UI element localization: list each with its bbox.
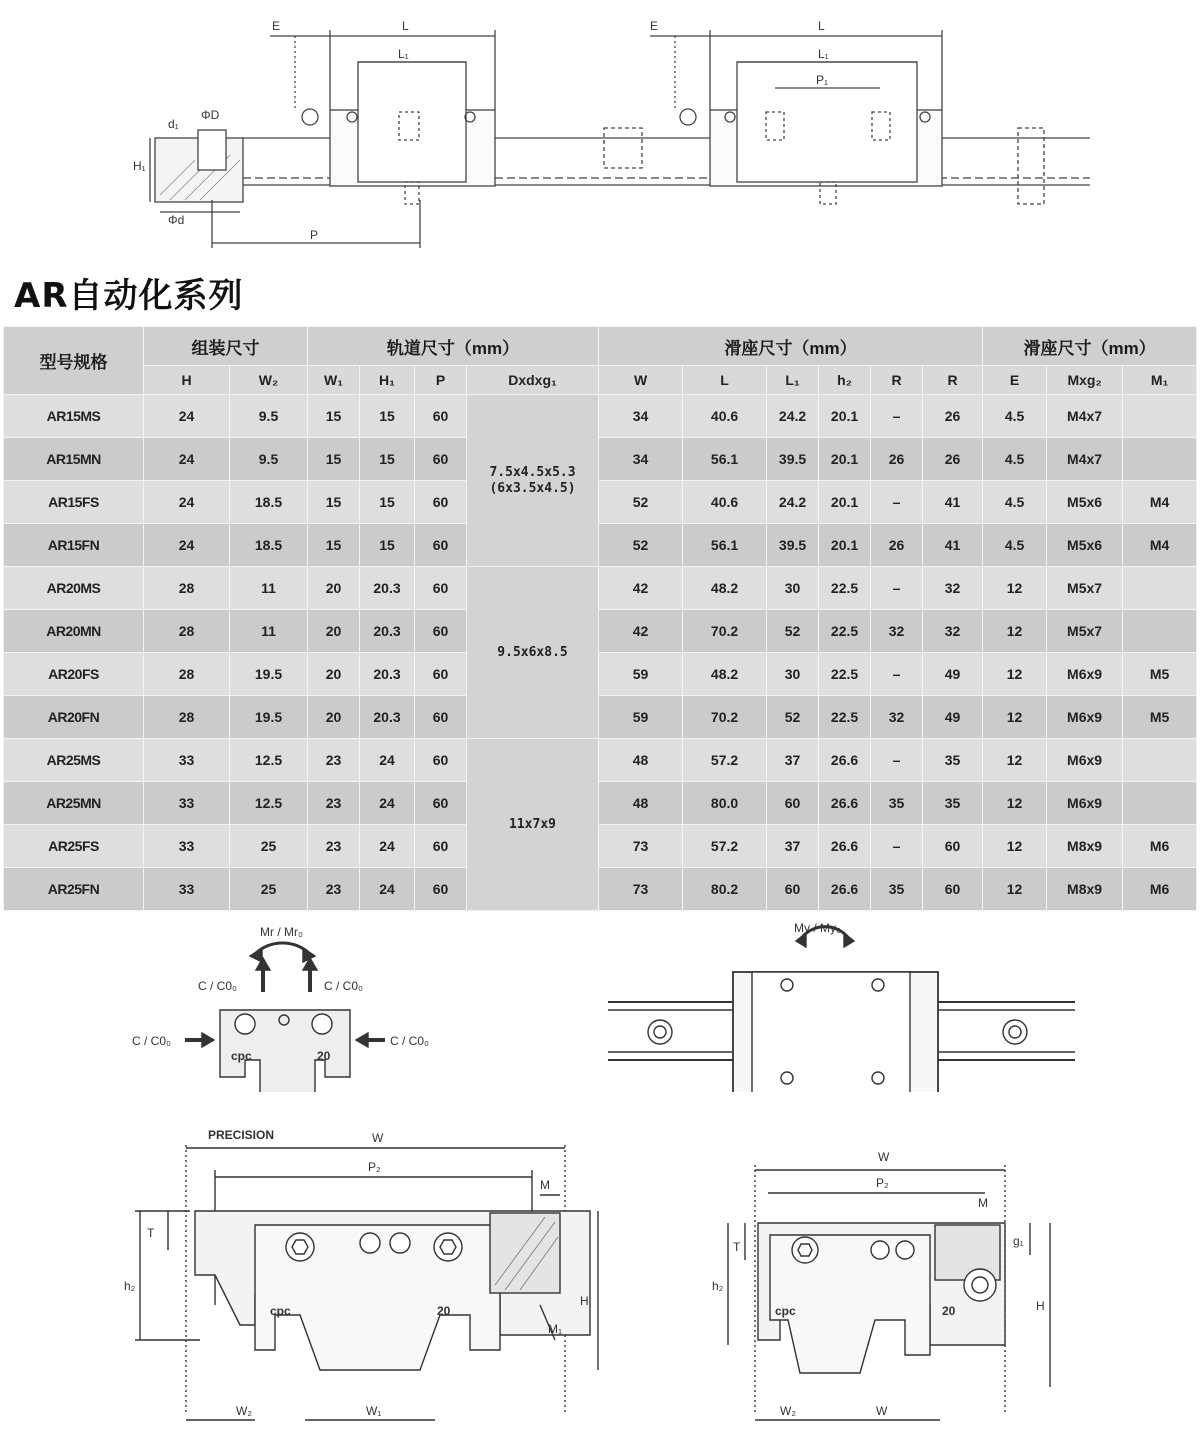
- table-row: [4, 825, 1197, 868]
- cell-M1: M4: [1123, 481, 1197, 524]
- table-group-header-row: [4, 327, 1197, 366]
- table-column-header-row: [4, 366, 1197, 395]
- cell-rail-dims: 9.5x6x8.5: [467, 567, 599, 739]
- cell-L1: 30: [767, 567, 819, 610]
- cell-R: –: [871, 653, 923, 696]
- cell-W: 59: [599, 696, 683, 739]
- cell-R: –: [871, 481, 923, 524]
- cell-P: 60: [415, 438, 467, 481]
- br-H: H: [1036, 1299, 1045, 1313]
- cell-W1: 20: [308, 567, 360, 610]
- cell-H1: 24: [360, 868, 415, 911]
- header-slider: 滑座尺寸（mm）: [599, 327, 983, 366]
- br-g1: g₁: [1013, 1234, 1024, 1248]
- cell-B: 49: [923, 696, 983, 739]
- table-row: [4, 868, 1197, 911]
- cell-E: 4.5: [983, 438, 1047, 481]
- dim-D: ΦD: [201, 108, 220, 122]
- cell-P: 60: [415, 610, 467, 653]
- cell-P: 60: [415, 567, 467, 610]
- cell-L1: 39.5: [767, 524, 819, 567]
- cell-E: 12: [983, 868, 1047, 911]
- cross-section-drawings: [0, 1125, 1200, 1425]
- table-row: [4, 610, 1197, 653]
- cell-Mxg2: M5x7: [1047, 610, 1123, 653]
- cell-L1: 37: [767, 825, 819, 868]
- cell-W: 42: [599, 610, 683, 653]
- cell-Mxg2: M5x6: [1047, 524, 1123, 567]
- cell-R: –: [871, 567, 923, 610]
- load-c-left-side: C / C0₀: [132, 1034, 171, 1048]
- cell-W: 52: [599, 481, 683, 524]
- table-row: [4, 782, 1197, 825]
- cell-L: 70.2: [683, 696, 767, 739]
- cell-W: 73: [599, 825, 683, 868]
- cell-L1: 52: [767, 696, 819, 739]
- cell-E: 12: [983, 610, 1047, 653]
- cell-model: AR15FS: [4, 481, 144, 524]
- cell-M1: [1123, 782, 1197, 825]
- cell-H: 28: [144, 696, 230, 739]
- table-row: [4, 481, 1197, 524]
- load-size-mark: 20: [317, 1049, 331, 1063]
- cell-L: 56.1: [683, 438, 767, 481]
- br-size-mark: 20: [942, 1304, 956, 1318]
- cell-M1: [1123, 739, 1197, 782]
- cell-H: 33: [144, 782, 230, 825]
- cell-R: 32: [871, 696, 923, 739]
- cell-H1: 24: [360, 825, 415, 868]
- bl-size-mark: 20: [437, 1304, 451, 1318]
- dim-E-2: E: [650, 19, 659, 33]
- cell-L: 57.2: [683, 825, 767, 868]
- bl-W1: W₁: [366, 1404, 382, 1418]
- cell-M1: M6: [1123, 825, 1197, 868]
- cell-H1: 15: [360, 438, 415, 481]
- cell-B: 35: [923, 782, 983, 825]
- load-moment-r: Mr / Mr₀: [260, 925, 303, 939]
- table-row: [4, 438, 1197, 481]
- cell-L1: 24.2: [767, 481, 819, 524]
- col-L1: L₁: [767, 366, 819, 395]
- load-c-right-side: C / C0₀: [390, 1034, 429, 1048]
- cell-Mxg2: M8x9: [1047, 825, 1123, 868]
- br-W1: W: [876, 1404, 888, 1418]
- dim-L1-1: L₁: [398, 47, 409, 61]
- cell-E: 12: [983, 825, 1047, 868]
- load-logo: cpc: [231, 1049, 252, 1063]
- cell-model: AR25FN: [4, 868, 144, 911]
- cell-h2: 22.5: [819, 653, 871, 696]
- cell-M1: M5: [1123, 696, 1197, 739]
- cell-L1: 60: [767, 782, 819, 825]
- cell-Mxg2: M4x7: [1047, 438, 1123, 481]
- bl-P2: P₂: [368, 1160, 381, 1174]
- header-assembly: 组装尺寸: [144, 327, 308, 366]
- spec-table: [3, 326, 1197, 911]
- bl-h2: h₂: [124, 1279, 136, 1293]
- load-diagrams: [0, 912, 1200, 1092]
- cell-Mxg2: M6x9: [1047, 782, 1123, 825]
- cell-model: AR25MN: [4, 782, 144, 825]
- cell-W2: 25: [230, 868, 308, 911]
- cell-W2: 18.5: [230, 481, 308, 524]
- cell-H: 24: [144, 481, 230, 524]
- cell-W: 48: [599, 782, 683, 825]
- table-row: [4, 739, 1197, 782]
- cell-B: 49: [923, 653, 983, 696]
- col-h2: h₂: [819, 366, 871, 395]
- cell-W: 52: [599, 524, 683, 567]
- col-H: H: [144, 366, 230, 395]
- cell-E: 12: [983, 739, 1047, 782]
- label-precision: PRECISION: [208, 1128, 275, 1142]
- top-rail-drawing: [0, 0, 1200, 262]
- cell-H1: 15: [360, 481, 415, 524]
- dim-P1: P₁: [816, 73, 829, 87]
- cell-R: 26: [871, 438, 923, 481]
- cell-B: 32: [923, 567, 983, 610]
- cell-W2: 25: [230, 825, 308, 868]
- dim-P: P: [310, 228, 319, 242]
- cell-M1: [1123, 395, 1197, 438]
- cell-model: AR25MS: [4, 739, 144, 782]
- cell-rail-dims: 11x7x9: [467, 739, 599, 911]
- cell-H: 28: [144, 653, 230, 696]
- cell-L: 48.2: [683, 653, 767, 696]
- cell-B: 26: [923, 438, 983, 481]
- cell-W1: 20: [308, 696, 360, 739]
- cell-E: 12: [983, 567, 1047, 610]
- cell-L1: 39.5: [767, 438, 819, 481]
- col-W: W: [599, 366, 683, 395]
- cell-M1: M5: [1123, 653, 1197, 696]
- cell-Mxg2: M5x7: [1047, 567, 1123, 610]
- table-row: [4, 696, 1197, 739]
- cell-L: 57.2: [683, 739, 767, 782]
- cell-R: 35: [871, 782, 923, 825]
- cell-H1: 20.3: [360, 696, 415, 739]
- dim-d1: d₁: [168, 117, 179, 131]
- cell-B: 41: [923, 481, 983, 524]
- bl-H: H: [580, 1294, 589, 1308]
- cell-model: AR20MS: [4, 567, 144, 610]
- cell-W: 42: [599, 567, 683, 610]
- cell-M1: M6: [1123, 868, 1197, 911]
- bl-logo: cpc: [270, 1304, 291, 1318]
- col-R: R: [871, 366, 923, 395]
- cell-H1: 20.3: [360, 653, 415, 696]
- col-Dxdxg1: Dxdxg₁: [467, 366, 599, 395]
- cell-W1: 20: [308, 653, 360, 696]
- col-W1: W₁: [308, 366, 360, 395]
- cell-P: 60: [415, 696, 467, 739]
- cell-W2: 11: [230, 610, 308, 653]
- cell-h2: 20.1: [819, 524, 871, 567]
- table-row: [4, 653, 1197, 696]
- cell-W: 34: [599, 395, 683, 438]
- br-logo: cpc: [775, 1304, 796, 1318]
- cell-L1: 37: [767, 739, 819, 782]
- bl-M1: M₁: [548, 1322, 563, 1336]
- cell-H: 24: [144, 395, 230, 438]
- cell-R: –: [871, 825, 923, 868]
- cell-M1: M4: [1123, 524, 1197, 567]
- cell-h2: 26.6: [819, 739, 871, 782]
- br-h2: h₂: [712, 1279, 724, 1293]
- cell-W1: 15: [308, 438, 360, 481]
- header-model: 型号规格: [4, 327, 144, 395]
- br-W: W: [878, 1150, 890, 1164]
- col-B: R: [923, 366, 983, 395]
- cell-W1: 15: [308, 524, 360, 567]
- table-row: [4, 567, 1197, 610]
- cell-model: AR20FN: [4, 696, 144, 739]
- cell-L1: 30: [767, 653, 819, 696]
- br-T: T: [733, 1240, 741, 1254]
- cell-H: 33: [144, 868, 230, 911]
- cell-L1: 52: [767, 610, 819, 653]
- cell-h2: 26.6: [819, 782, 871, 825]
- cell-E: 4.5: [983, 524, 1047, 567]
- cell-B: 26: [923, 395, 983, 438]
- cell-H: 24: [144, 438, 230, 481]
- header-slider-2: 滑座尺寸（mm）: [983, 327, 1197, 366]
- cell-h2: 20.1: [819, 481, 871, 524]
- cell-h2: 20.1: [819, 438, 871, 481]
- cell-L: 70.2: [683, 610, 767, 653]
- cell-Mxg2: M6x9: [1047, 653, 1123, 696]
- bl-M: M: [540, 1178, 550, 1192]
- cell-E: 12: [983, 696, 1047, 739]
- cell-H: 33: [144, 825, 230, 868]
- cell-P: 60: [415, 739, 467, 782]
- cell-L: 56.1: [683, 524, 767, 567]
- cell-L: 40.6: [683, 395, 767, 438]
- cell-M1: [1123, 438, 1197, 481]
- cell-H1: 20.3: [360, 610, 415, 653]
- cell-Mxg2: M5x6: [1047, 481, 1123, 524]
- cell-L: 48.2: [683, 567, 767, 610]
- cell-W: 73: [599, 868, 683, 911]
- cell-W1: 15: [308, 481, 360, 524]
- cell-W: 48: [599, 739, 683, 782]
- dim-H1: H₁: [133, 159, 146, 173]
- col-Mxg2: Mxg₂: [1047, 366, 1123, 395]
- header-rail: 轨道尺寸（mm）: [308, 327, 599, 366]
- cell-H1: 15: [360, 524, 415, 567]
- cell-h2: 26.6: [819, 868, 871, 911]
- cell-B: 35: [923, 739, 983, 782]
- cell-h2: 26.6: [819, 825, 871, 868]
- col-M1: M₁: [1123, 366, 1197, 395]
- dim-d: Φd: [168, 213, 185, 227]
- bl-W2: W₂: [236, 1404, 252, 1418]
- cell-R: –: [871, 395, 923, 438]
- cell-P: 60: [415, 395, 467, 438]
- cell-R: 35: [871, 868, 923, 911]
- cell-Mxg2: M6x9: [1047, 696, 1123, 739]
- cell-Mxg2: M4x7: [1047, 395, 1123, 438]
- cell-H: 28: [144, 567, 230, 610]
- col-W2: W₂: [230, 366, 308, 395]
- br-M: M: [978, 1196, 988, 1210]
- cell-B: 41: [923, 524, 983, 567]
- cell-W1: 23: [308, 868, 360, 911]
- cell-R: –: [871, 739, 923, 782]
- dim-L-2: L: [818, 19, 825, 33]
- cell-W1: 15: [308, 395, 360, 438]
- cell-model: AR25FS: [4, 825, 144, 868]
- cell-B: 60: [923, 868, 983, 911]
- dim-L1-2: L₁: [818, 47, 829, 61]
- cell-model: AR15FN: [4, 524, 144, 567]
- cell-W: 59: [599, 653, 683, 696]
- cell-R: 32: [871, 610, 923, 653]
- cell-W1: 20: [308, 610, 360, 653]
- br-P2: P₂: [876, 1176, 889, 1190]
- cell-W2: 9.5: [230, 395, 308, 438]
- cell-H1: 20.3: [360, 567, 415, 610]
- cell-M1: [1123, 610, 1197, 653]
- cell-h2: 20.1: [819, 395, 871, 438]
- bl-W: W: [372, 1131, 384, 1145]
- cell-H: 33: [144, 739, 230, 782]
- cell-B: 32: [923, 610, 983, 653]
- cell-E: 12: [983, 782, 1047, 825]
- cell-W: 34: [599, 438, 683, 481]
- cell-h2: 22.5: [819, 610, 871, 653]
- cell-W2: 18.5: [230, 524, 308, 567]
- cell-model: AR20MN: [4, 610, 144, 653]
- dim-L-1: L: [402, 19, 409, 33]
- cell-P: 60: [415, 524, 467, 567]
- cell-M1: [1123, 567, 1197, 610]
- table-row: [4, 395, 1197, 438]
- cell-W2: 12.5: [230, 782, 308, 825]
- cell-W2: 9.5: [230, 438, 308, 481]
- cell-E: 4.5: [983, 395, 1047, 438]
- col-P: P: [415, 366, 467, 395]
- cell-H: 24: [144, 524, 230, 567]
- cell-P: 60: [415, 782, 467, 825]
- cell-model: AR15MS: [4, 395, 144, 438]
- cell-Mxg2: M8x9: [1047, 868, 1123, 911]
- cell-P: 60: [415, 868, 467, 911]
- cell-h2: 22.5: [819, 567, 871, 610]
- dim-E-1: E: [272, 19, 281, 33]
- cell-L: 80.2: [683, 868, 767, 911]
- cell-H1: 24: [360, 782, 415, 825]
- cell-L1: 24.2: [767, 395, 819, 438]
- load-moment-y: My / My₀: [794, 921, 841, 935]
- cell-P: 60: [415, 481, 467, 524]
- cell-W1: 23: [308, 825, 360, 868]
- cell-L: 80.0: [683, 782, 767, 825]
- cell-W1: 23: [308, 739, 360, 782]
- cell-H1: 15: [360, 395, 415, 438]
- col-H1: H₁: [360, 366, 415, 395]
- series-title: AR自动化系列: [14, 276, 244, 316]
- cell-W2: 12.5: [230, 739, 308, 782]
- cell-h2: 22.5: [819, 696, 871, 739]
- cell-B: 60: [923, 825, 983, 868]
- table-row: [4, 524, 1197, 567]
- bl-T: T: [147, 1226, 155, 1240]
- cell-W2: 19.5: [230, 696, 308, 739]
- cell-L: 40.6: [683, 481, 767, 524]
- col-E: E: [983, 366, 1047, 395]
- cell-L1: 60: [767, 868, 819, 911]
- cell-R: 26: [871, 524, 923, 567]
- cell-P: 60: [415, 825, 467, 868]
- cell-Mxg2: M6x9: [1047, 739, 1123, 782]
- cell-P: 60: [415, 653, 467, 696]
- cell-rail-dims: 7.5x4.5x5.3 (6x3.5x4.5): [467, 395, 599, 567]
- cell-W1: 23: [308, 782, 360, 825]
- load-c-right-up: C / C0₀: [324, 979, 363, 993]
- cell-E: 12: [983, 653, 1047, 696]
- cell-model: AR15MN: [4, 438, 144, 481]
- cell-H1: 24: [360, 739, 415, 782]
- col-L: L: [683, 366, 767, 395]
- cell-W2: 11: [230, 567, 308, 610]
- load-c-left-up: C / C0₀: [198, 979, 237, 993]
- cell-model: AR20FS: [4, 653, 144, 696]
- cell-H: 28: [144, 610, 230, 653]
- br-W2: W₂: [780, 1404, 796, 1418]
- cell-E: 4.5: [983, 481, 1047, 524]
- cell-W2: 19.5: [230, 653, 308, 696]
